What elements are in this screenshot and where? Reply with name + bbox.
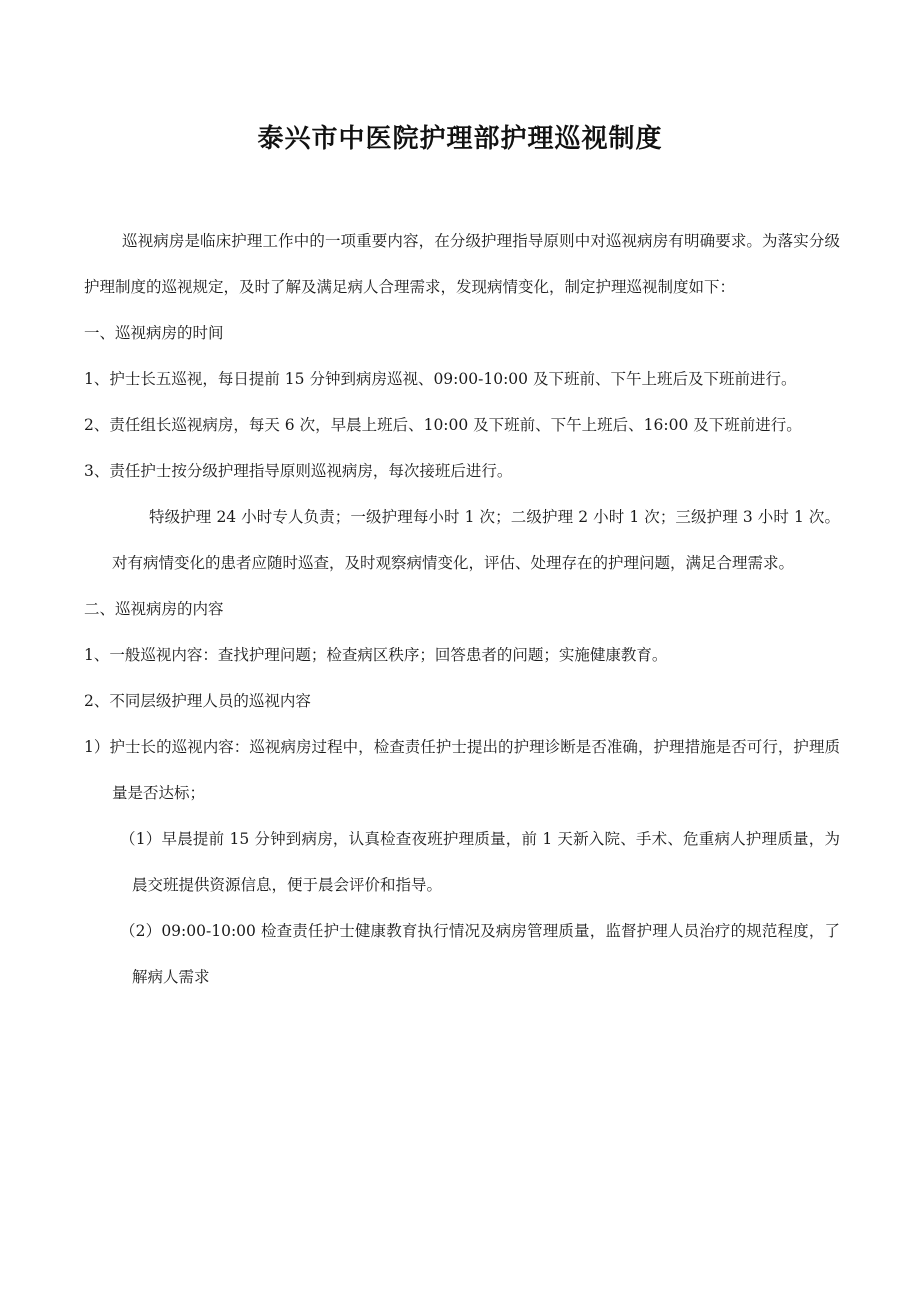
document-title: 泰兴市中医院护理部护理巡视制度 [257, 124, 663, 154]
intro-paragraph: 巡视病房是临床护理工作中的一项重要内容，在分级护理指导原则中对巡视病房有明确要求。为落实分级护理制度的巡视规定，及时了解及满足病人合理需求，发现病情变化，制定护理巡视制度如下： [84, 232, 840, 296]
list-item: 2、不同层级护理人员的巡视内容 [84, 692, 311, 710]
list-item: 2、责任组长巡视病房，每天 6 次，早晨上班后、10:00 及下班前、下午上班后、16:00 及下班前进行。 [84, 416, 802, 434]
sub-list-item: （1）早晨提前 15 分钟到病房，认真检查夜班护理质量，前 1 天新入院、手术、危重病人护理质量，为晨交班提供资源信息，便于晨会评价和指导。 [120, 830, 840, 894]
section-heading-2: 二、巡视病房的内容 [84, 600, 224, 618]
sub-list-item: （2）09:00-10:00 检查责任护士健康教育执行情况及病房管理质量，监督护理人员治疗的规范程度，了解病人需求 [120, 922, 840, 986]
list-item: 1）护士长的巡视内容：巡视病房过程中，检查责任护士提出的护理诊断是否准确，护理措施是否可行，护理质量是否达标； [84, 738, 840, 802]
list-item: 1、一般巡视内容：查找护理问题；检查病区秩序；回答患者的问题；实施健康教育。 [84, 646, 668, 664]
list-item: 3、责任护士按分级护理指导原则巡视病房，每次接班后进行。 [84, 462, 513, 480]
document-body [84, 218, 840, 1000]
list-item-detail: 特级护理 24 小时专人负责；一级护理每小时 1 次；二级护理 2 小时 1 次；三级护理 3 小时 1 次。对有病情变化的患者应随时巡查，及时观察病情变化，评估、处理存在的护理问题，满足合理需求。 [112, 508, 840, 572]
list-item: 1、护士长五巡视，每日提前 15 分钟到病房巡视、09:00-10:00 及下班前、下午上班后及下班前进行。 [84, 370, 797, 388]
section-heading-1: 一、巡视病房的时间 [84, 324, 224, 342]
